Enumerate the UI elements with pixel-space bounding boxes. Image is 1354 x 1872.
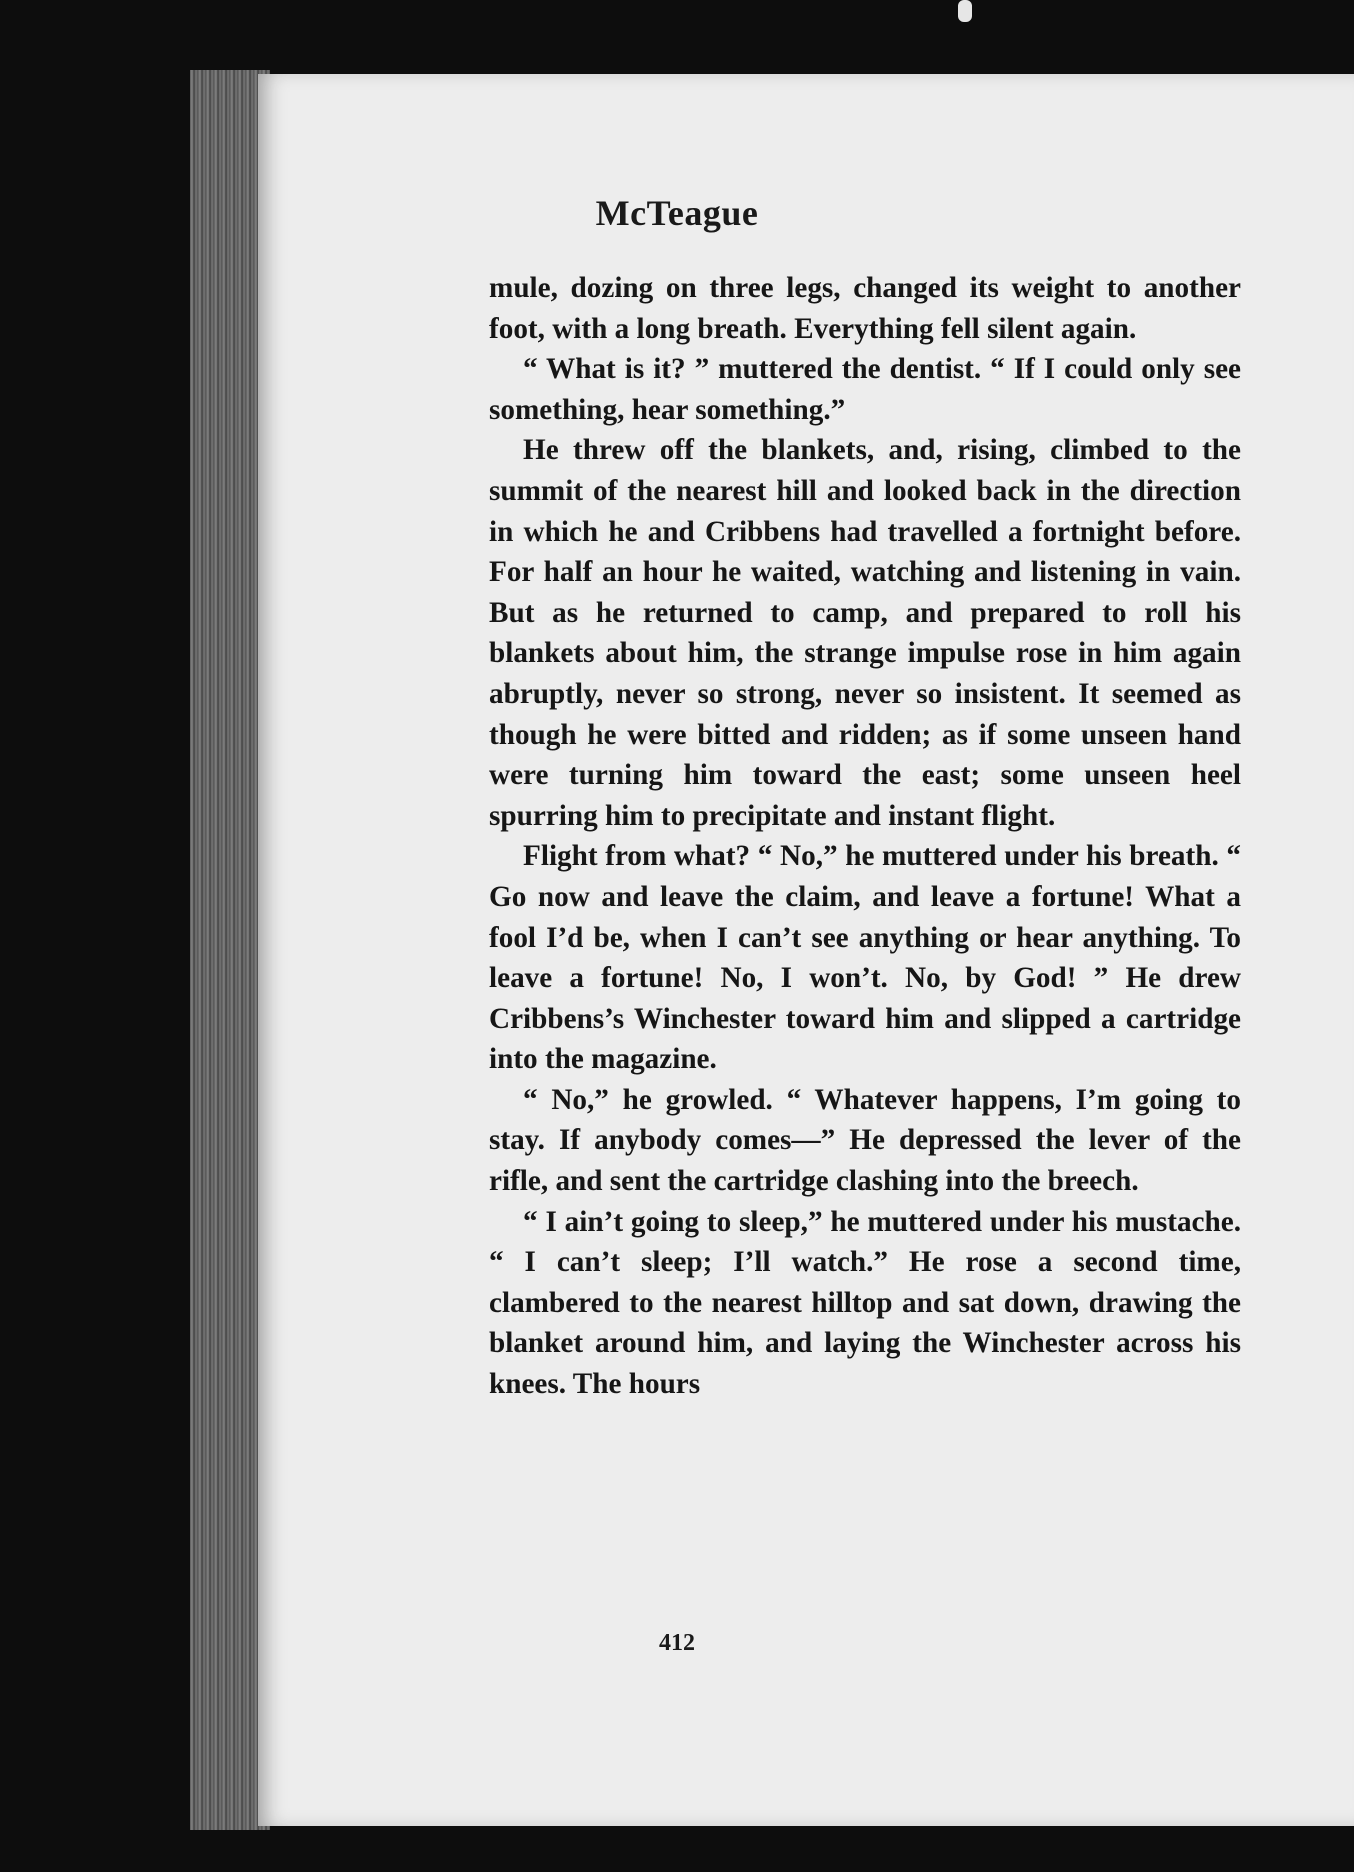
scan-speck	[958, 0, 972, 22]
paragraph-6: “ I ain’t going to sleep,” he muttered under his mustache. “ I can’t sleep; I’ll watch.” He rose a second time, clambered to the nearest hilltop and sat down, drawing the blanket around him, and laying the Winchester across his knees. The hours	[489, 1205, 1241, 1401]
page-number: 412	[659, 1630, 695, 1656]
paragraph-3: He threw off the blankets, and, rising, climbed to the summit of the nearest hill and looked back in the direction in which he and Cribbens had travelled a fortnight before. For half an hour he waited, watching and listening in vain. But as he returned to camp, and prepared to roll his blankets about him, the strange impulse rose in him again abruptly, never so strong, never so insistent. It seemed as though he were bitted and ridden; as if some unseen hand were turning him toward the east; some unseen heel spurring him to precipitate and instant flight.	[489, 434, 1241, 832]
paragraph-2: “ What is it? ” muttered the dentist. “ If I could only see something, hear something.”	[489, 353, 1241, 426]
running-head: McTeague	[595, 193, 759, 233]
paragraph-1: mule, dozing on three legs, changed its weight to another foot, with a long breath. Everything fell silent again.	[489, 272, 1241, 345]
paragraph-4: Flight from what? “ No,” he muttered under his breath. “ Go now and leave the claim, and leave a fortune! What a fool I’d be, when I can’t see anything or hear anything. To leave a fortune! No, I won’t. No, by God! ” He drew Cribbens’s Winchester toward him and slipped a cartridge into the magazine.	[489, 840, 1241, 1076]
body-text	[489, 268, 1241, 1405]
paragraph-5: “ No,” he growled. “ Whatever happens, I’m going to stay. If anybody comes—” He depressed the lever of the rifle, and sent the cartridge clashing into the breech.	[489, 1083, 1241, 1198]
